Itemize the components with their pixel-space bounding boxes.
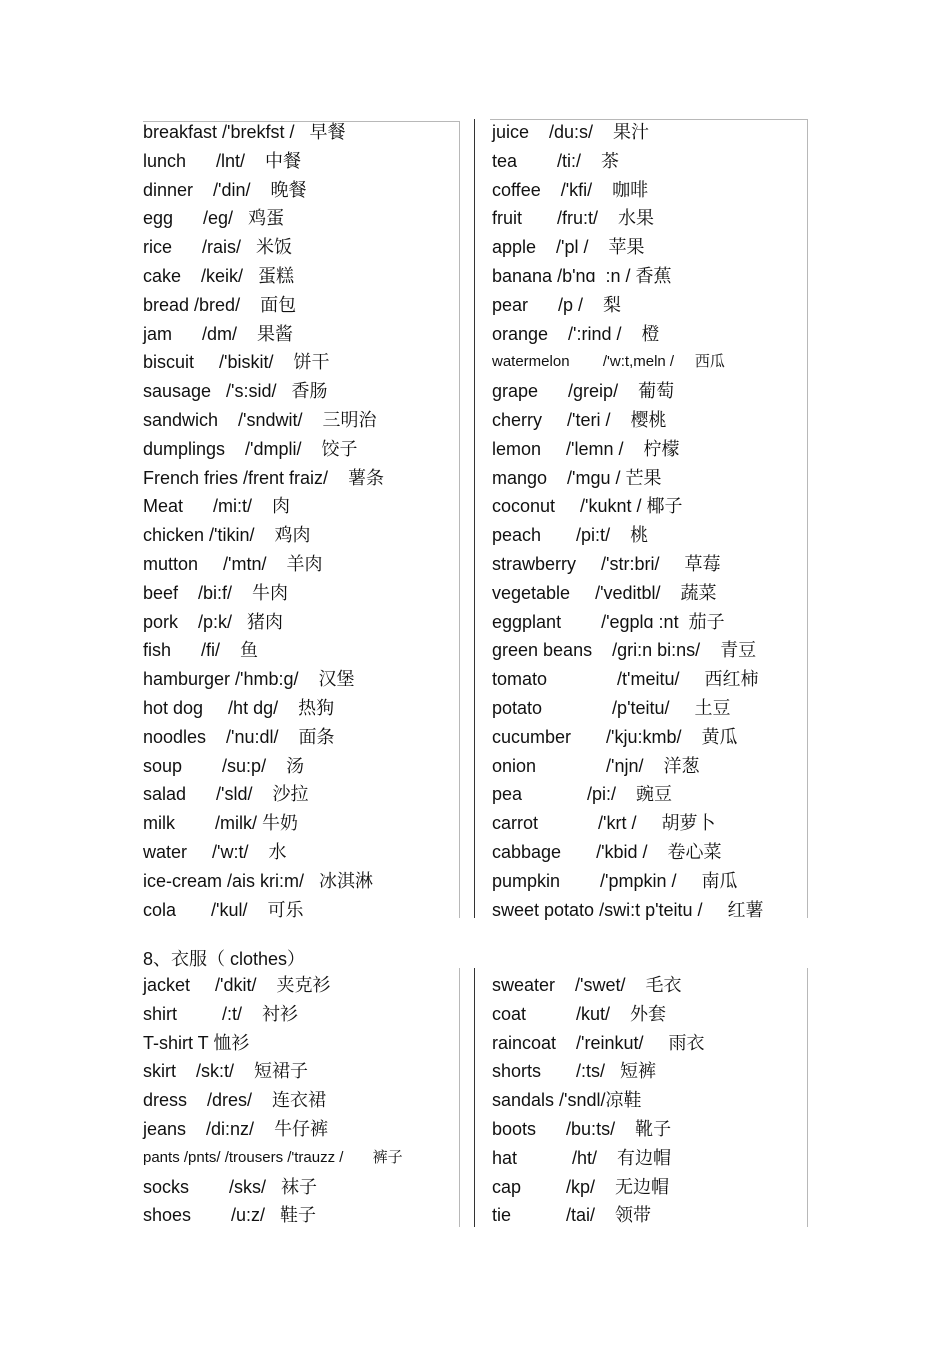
clothes-section-heading: 8、衣服（ clothes） <box>143 949 306 969</box>
vocab-entry-eggplant: eggplant /'egplɑ :nt 茄子 <box>492 611 725 632</box>
vocab-entry-fish: fish /fi/ 鱼 <box>143 640 259 661</box>
vocab-entry-jacket: jacket /'dkit/ 夹克衫 <box>143 975 331 995</box>
vocab-entry-apple: apple /'pl / 苹果 <box>492 237 645 258</box>
vocab-entry-hamburger: hamburger /'hmb:g/ 汉堡 <box>143 669 355 690</box>
vocab-entry-chicken: chicken /'tikin/ 鸡肉 <box>143 525 311 546</box>
vocab-entry-meat: Meat /mi:t/ 肉 <box>143 496 291 517</box>
vocab-entry-cap: cap /kp/ 无边帽 <box>492 1176 670 1197</box>
vocab-entry-jeans: jeans /di:nz/ 牛仔裤 <box>143 1118 329 1139</box>
vocab-entry-socks: socks /sks/ 袜子 <box>143 1176 318 1197</box>
food-right-column <box>492 118 806 924</box>
vocab-entry-vegetable: vegetable /'veditbl/ 蔬菜 <box>492 582 717 603</box>
vocab-entry-sweater: sweater /'swet/ 毛衣 <box>492 975 682 995</box>
vocab-entry-milk: milk /milk/ 牛奶 <box>143 813 298 834</box>
clothes-table-right-border <box>807 968 808 1227</box>
vocab-entry-cake: cake /keik/ 蛋糕 <box>143 265 295 286</box>
vocab-entry-coffee: coffee /'kfi/ 咖啡 <box>492 179 649 200</box>
vocab-entry-tea: tea /ti:/ 茶 <box>492 150 620 171</box>
vocab-entry-beef: beef /bi:f/ 牛肉 <box>143 582 289 603</box>
vocab-entry-mutton: mutton /'mtn/ 羊肉 <box>143 553 323 574</box>
vocab-entry-biscuit: biscuit /'biskit/ 饼干 <box>143 352 330 373</box>
vocab-entry-t-shirt: T-shirt T 恤衫 <box>143 1032 250 1053</box>
vocab-entry-water: water /'w:t/ 水 <box>143 841 287 862</box>
vocab-entry-watermelon: watermelon /'w:t,meln / 西瓜 <box>492 353 725 371</box>
vocab-entry-pork: pork /p:k/ 猪肉 <box>143 611 284 632</box>
vocab-entry-salad: salad /'sld/ 沙拉 <box>143 784 309 805</box>
vocab-entry-peach: peach /pi:t/ 桃 <box>492 525 649 546</box>
vocab-entry-hat: hat /ht/ 有边帽 <box>492 1147 672 1168</box>
vocab-entry-hot-dog: hot dog /ht dg/ 热狗 <box>143 697 335 718</box>
food-left-column <box>143 118 458 924</box>
vocab-entry-fruit: fruit /fru:t/ 水果 <box>492 208 655 229</box>
vocab-entry-juice: juice /du:s/ 果汁 <box>492 122 650 142</box>
vocab-entry-french-fries: French fries /frent fraiz/ 薯条 <box>143 467 385 488</box>
vocab-entry-cabbage: cabbage /'kbid / 卷心菜 <box>492 841 722 862</box>
vocab-entry-coconut: coconut /'kuknt / 椰子 <box>492 496 683 517</box>
vocab-entry-banana: banana /b'nɑ :n / 香蕉 <box>492 265 672 286</box>
vocab-entry-shorts: shorts /:ts/ 短裤 <box>492 1061 657 1082</box>
vocab-entry-ice-cream: ice-cream /ais kri:m/ 冰淇淋 <box>143 870 374 891</box>
food-table-divider-left <box>459 121 460 918</box>
vocab-entry-dress: dress /dres/ 连衣裙 <box>143 1090 327 1111</box>
clothes-table-divider-left <box>459 968 460 1227</box>
vocab-entry-pumpkin: pumpkin /'pmpkin / 南瓜 <box>492 870 738 891</box>
vocab-entry-bread: bread /bred/ 面包 <box>143 294 297 315</box>
vocab-entry-pear: pear /p / 梨 <box>492 294 622 315</box>
vocab-entry-soup: soup /su:p/ 汤 <box>143 755 305 776</box>
vocab-entry-raincoat: raincoat /'reinkut/ 雨衣 <box>492 1032 705 1053</box>
clothes-left-column <box>143 971 458 1230</box>
vocab-entry-noodles: noodles /'nu:dl/ 面条 <box>143 726 335 747</box>
vocab-entry-cherry: cherry /'teri / 樱桃 <box>492 409 667 430</box>
vocab-entry-grape: grape /greip/ 葡萄 <box>492 381 675 402</box>
clothes-table-divider-right <box>474 968 475 1227</box>
clothes-right-column <box>492 971 806 1230</box>
vocab-entry-sandwich: sandwich /'sndwit/ 三明治 <box>143 409 377 430</box>
vocab-entry-pants: pants /pnts/ /trousers /'trauzz / 裤子 <box>143 1148 403 1166</box>
vocab-entry-cola: cola /'kul/ 可乐 <box>143 899 304 920</box>
vocab-entry-strawberry: strawberry /'str:bri/ 草莓 <box>492 553 721 574</box>
vocab-entry-egg: egg /eg/ 鸡蛋 <box>143 208 285 229</box>
vocab-entry-tomato: tomato /t'meitu/ 西红柿 <box>492 669 759 690</box>
vocab-entry-skirt: skirt /sk:t/ 短裙子 <box>143 1061 309 1082</box>
vocab-entry-lunch: lunch /lnt/ 中餐 <box>143 150 302 171</box>
vocab-entry-coat: coat /kut/ 外套 <box>492 1003 667 1024</box>
vocab-entry-jam: jam /dm/ 果酱 <box>143 323 294 344</box>
vocab-entry-lemon: lemon /'lemn / 柠檬 <box>492 438 680 459</box>
vocab-entry-green-beans: green beans /gri:n bi:ns/ 青豆 <box>492 640 757 661</box>
vocab-entry-potato: potato /p'teitu/ 土豆 <box>492 697 731 718</box>
vocab-entry-mango: mango /'mgu / 芒果 <box>492 467 662 488</box>
vocab-entry-cucumber: cucumber /'kju:kmb/ 黄瓜 <box>492 726 738 747</box>
food-table-divider-right <box>474 119 475 918</box>
food-table-right-border <box>807 119 808 918</box>
vocab-entry-pea: pea /pi:/ 豌豆 <box>492 784 673 805</box>
vocab-entry-shirt: shirt /:t/ 衬衫 <box>143 1003 299 1024</box>
vocab-entry-sweet-potato: sweet potato /swi:t p'teitu / 红薯 <box>492 899 764 920</box>
vocab-entry-dinner: dinner /'din/ 晚餐 <box>143 179 307 200</box>
vocab-entry-breakfast: breakfast /'brekfst / 早餐 <box>143 122 346 142</box>
vocab-entry-tie: tie /tai/ 领带 <box>492 1205 652 1226</box>
vocab-entry-boots: boots /bu:ts/ 靴子 <box>492 1118 672 1139</box>
vocab-entry-shoes: shoes /u:z/ 鞋子 <box>143 1205 317 1226</box>
vocab-entry-rice: rice /rais/ 米饭 <box>143 237 293 258</box>
vocab-entry-orange: orange /':rind / 橙 <box>492 323 660 344</box>
vocab-entry-sandals: sandals /'sndl/凉鞋 <box>492 1090 642 1111</box>
vocab-entry-carrot: carrot /'krt / 胡萝卜 <box>492 813 716 834</box>
vocab-entry-onion: onion /'njn/ 洋葱 <box>492 755 700 776</box>
vocab-entry-dumplings: dumplings /'dmpli/ 饺子 <box>143 438 358 459</box>
vocab-entry-sausage: sausage /'s:sid/ 香肠 <box>143 381 328 402</box>
